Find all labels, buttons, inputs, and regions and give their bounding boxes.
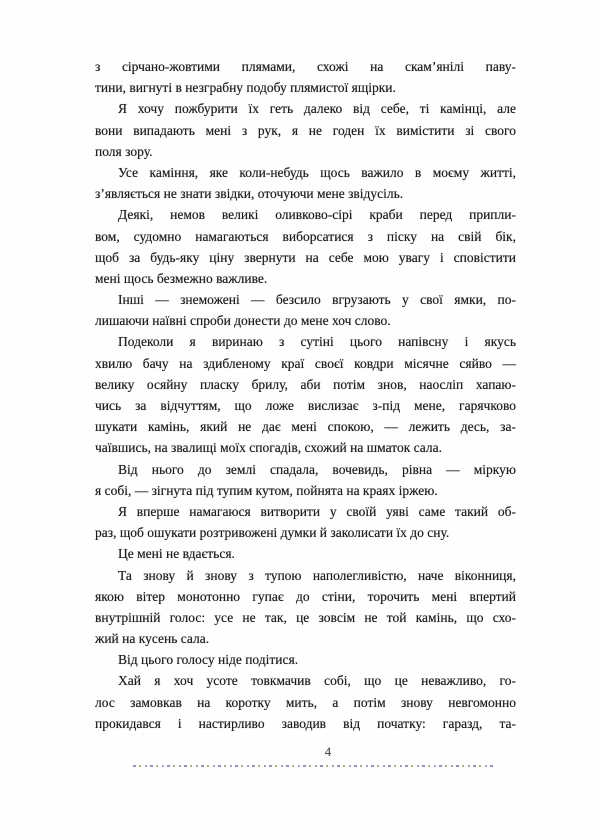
- paragraph: [95, 543, 516, 564]
- paragraph: [95, 459, 516, 501]
- page-number: 4: [324, 744, 332, 759]
- text-line: мені щось безмежно важливе.: [95, 270, 268, 286]
- text-line: поля зору.: [95, 143, 153, 159]
- text-line: Хай я хоч усоте товкмачив собі, що це неважливо, го-: [118, 673, 516, 689]
- text-line: жий на кусень сала.: [95, 631, 210, 647]
- text-line: Від цього голосу ніде подітися.: [118, 652, 299, 668]
- text-line: Подеколи я виринаю з сутіні цього напівсну і якусь: [118, 334, 516, 350]
- text-line: Це мені не вдається.: [118, 546, 235, 562]
- text-line: шукати камінь, який не дає мені спокою, — лежить десь, за-: [95, 419, 516, 435]
- text-line: раз, щоб ошукати розтривожені думки й заколисати їх до сну.: [95, 525, 450, 541]
- text-line: чись за відчуттям, що ложе вислизає з-під мене, гарячково: [95, 398, 516, 413]
- paragraph: [95, 649, 516, 670]
- text-line: лос замовкав на коротку мить, а потім знову невгомонно: [95, 694, 516, 710]
- text-line: вони випадають мені з рук, я не годен їх вимістити зі свого: [95, 122, 516, 138]
- text-line: Деякі, немов великі оливково-сірі краби перед припли-: [118, 207, 516, 223]
- text-line: Та знову й знову з тупою наполегливістю, наче віконниця,: [118, 567, 516, 583]
- paragraph: [95, 565, 516, 650]
- text-line: Усе каміння, яке коли-небудь щось важило в моєму житті,: [118, 164, 516, 180]
- text-line: я собі, — зігнута під тупим кутом, пойнята на краях іржею.: [95, 482, 438, 498]
- text-line: Інші — знеможені — безсило вгрузають у свої ямки, по-: [118, 292, 516, 308]
- text-line: хвилю бачу на здибленому краї своєї ковдри місячне сяйво —: [95, 355, 516, 371]
- text-line: вом, судомно намагаються виборсатися з піску на свій бік,: [95, 228, 516, 244]
- text-line: Я хочу пожбурити їх геть далеко від себе, ті камінці, але: [118, 101, 516, 117]
- paragraph: [95, 204, 516, 289]
- text-line: тини, вигнуті в незграбну подобу плямистої ящірки.: [95, 80, 396, 96]
- page-bottom-dashed-line: [133, 765, 495, 767]
- paragraph: [95, 331, 516, 458]
- paragraph: [95, 56, 516, 98]
- text-line: Від нього до землі спадала, вочевидь, рівна — міркую: [118, 461, 516, 477]
- text-line: з’являється не знати звідки, оточуючи мене звідусіль.: [95, 186, 404, 202]
- text-line: велику осяйну пласку брилу, аби потім знов, наосліп хапаю-: [95, 376, 516, 392]
- paragraph: [95, 670, 516, 734]
- text-line: Я вперше намагаюся витворити у своїй уяві саме такий об-: [118, 503, 516, 519]
- text-line: лишаючи наївні спроби донести до мене хоч слово.: [95, 313, 391, 329]
- paragraph: [95, 501, 516, 543]
- paragraph: [95, 98, 516, 162]
- paragraph: [95, 289, 516, 331]
- text-line: чаївшись, на звалищі моїх спогадів, схожий на шматок сала.: [95, 440, 443, 456]
- text-block: [95, 56, 516, 734]
- text-line: щоб за будь-яку ціну звернути на себе мою увагу і сповістити: [95, 249, 516, 265]
- text-line: внутрішній голос: усе не так, це зовсім не той камінь, що схо-: [95, 609, 516, 625]
- text-line: прокидався і настирливо заводив від початку: гаразд, та-: [95, 715, 516, 731]
- paragraph: [95, 162, 516, 204]
- text-line: з сірчано-жовтими плямами, схожі на скам’янілі паву-: [95, 59, 516, 74]
- text-line: якою вітер монотонно гупає до стіни, торочить мені впертий: [95, 588, 516, 604]
